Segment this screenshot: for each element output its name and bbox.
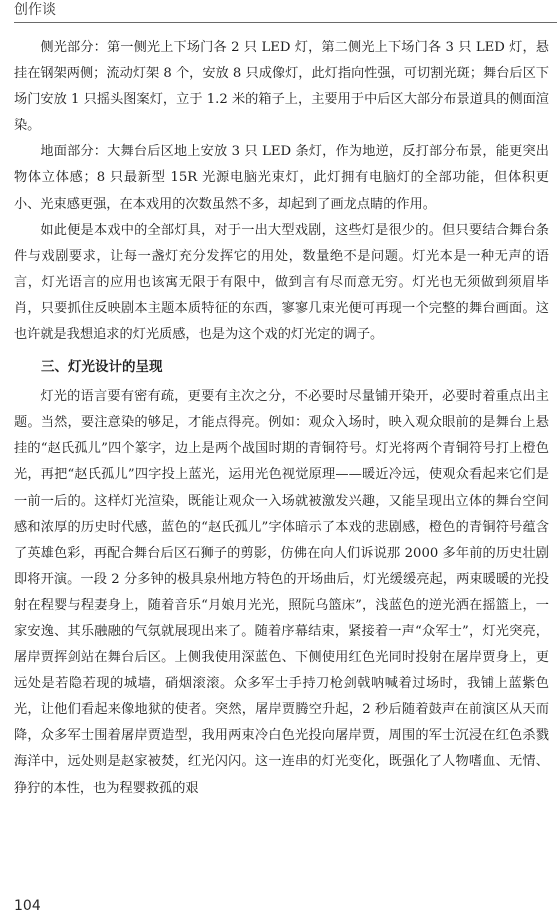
running-head: 创作谈: [14, 2, 56, 18]
paragraph-lighting-summary: 如此便是本戏中的全部灯具，对于一出大型戏剧，这些灯是很少的。但只要结合舞台条件与戏剧要求，让每一盏灯充分发挥它的用处，数量绝不是问题。灯光本是一种无声的语言，灯光语言的应用也该寓无限于有限中，做到言有尽而意无穷。灯光也无须做到须眉毕肖，只要抓住反映剧本主题本质特征的东西，寥寥几束光便可再现一个完整的舞台画面。这也许就是我想追求的灯光质感，也是为这个戏的灯光定的调子。: [14, 222, 549, 343]
header-rule: [14, 22, 557, 23]
page-number: 104: [14, 898, 41, 914]
paragraph-side-lights: 侧光部分：第一侧光上下场门各 2 只 LED 灯，第二侧光上下场门各 3 只 LED 灯，悬挂在钢架两侧；流动灯架 8 个，安放 8 只成像灯，此灯指向性强，可切割光斑；舞台后区下场门安放 1 只摇头图案灯，立于 1.2 米的箱子上，主要用于中后区大部分布景道具的侧面渲染。: [14, 40, 549, 134]
section-heading: 三、灯光设计的呈现: [41, 359, 163, 376]
paragraph-lighting-presentation: 灯光的语言要有密有疏，更要有主次之分，不必要时尽量铺开染开，必要时着重点出主题。当然，要注意染的够足，才能点得亮。例如：观众入场时，映入观众眼前的是舞台上悬挂的“赵氏孤儿”四个篆字，边上是两个战国时期的青铜符号。灯光将两个青铜符号打上橙色光，再把“赵氏孤儿”四字投上蓝光，运用光色视觉原理——暖近冷远，使观众看起来它们是一前一后的。这样灯光渲染，既能让观众一入场就被激发兴趣，又能呈现出立体的舞台空间感和浓厚的历史时代感，蓝色的“赵氏孤儿”字体暗示了本戏的悲剧感，橙色的青铜符号蕴含了英雄色彩，再配合舞台后区石狮子的剪影，仿佛在向人们诉说那 2000 多年前的历史壮剧即将开演。一段 2 分多钟的极具泉州地方特色的开场曲后，灯光缓缓亮起，两束暖暖的光投射在程婴与程妻身上，随着音乐“月娘月光光，照阮乌篮床”，浅蓝色的逆光洒在摇篮上，一家安逸、其乐融融的气氛就展现出来了。随着序幕结束，紧接着一声“众军士”，灯光突亮，屠岸贾挥剑站在舞台后区。上侧我使用深蓝色、下侧使用红色光同时投射在屠岸贾身上，更远处是若隐若现的城墙，硝烟滚滚。众多军士手持刀枪剑戟呐喊着过场时，我铺上蓝紫色光，让他们看起来像地狱的使者。突然，屠岸贾腾空升起，2 秒后随着鼓声在前演区从天而降，众多军士围着屠岸贾造型，我用两束冷白色光投向屠岸贾，周围的军士沉浸在红色杀戮海洋中，远处则是赵家被焚，红光闪闪。这一连串的灯光变化，既强化了人物嗜血、无情、狰狞的本性，也为程婴救孤的艰: [14, 389, 549, 796]
paragraph-floor-lights: 地面部分：大舞台后区地上安放 3 只 LED 条灯，作为地逆，反打部分布景，能更突出物体立体感；8 只最新型 15R 光源电脑光束灯，此灯拥有电脑灯的全部功能，但体积更小、光束感更强，在本戏用的次数虽然不多，却起到了画龙点睛的作用。: [14, 144, 549, 212]
page-body: [14, 35, 549, 802]
